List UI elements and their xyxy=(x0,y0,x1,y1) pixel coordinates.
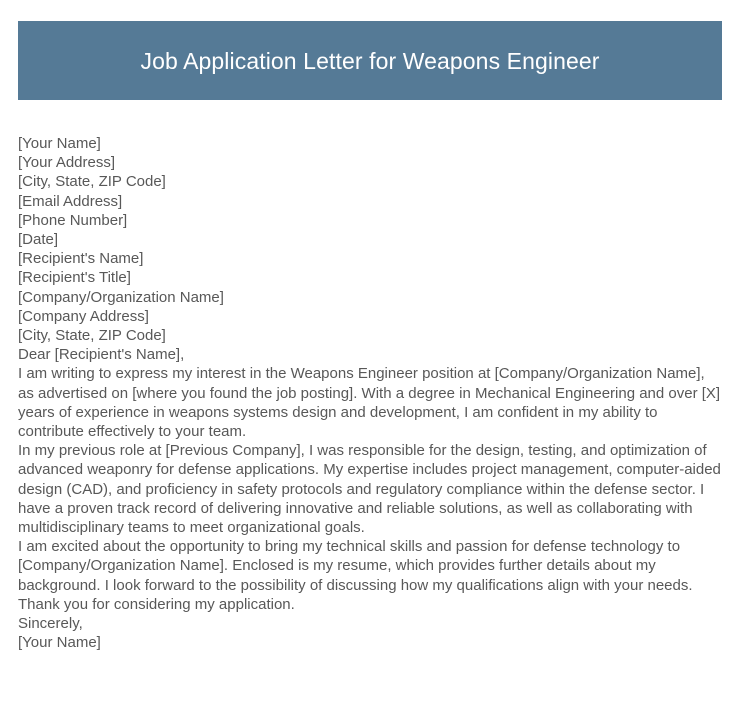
letter-line: Dear [Recipient's Name], xyxy=(18,346,185,364)
letter-line: I am writing to express my interest in the Weapons Engineer position at [Company/Organization Name], as advertised on [where you found the job posting]. With a degree in Mechanical Engineering and over [X] years of experience in weapons systems design and development, I am confident in my ability to contribute effectively to your team. xyxy=(18,365,721,441)
letter-line: [Email Address] xyxy=(18,192,123,210)
letter-header-banner xyxy=(18,21,722,100)
letter-line: [Your Address] xyxy=(18,154,116,172)
letter-line: [Phone Number] xyxy=(18,211,128,229)
letter-line: [City, State, ZIP Code] xyxy=(18,173,166,191)
letter-line: In my previous role at [Previous Company], I was responsible for the design, testing, and optimization of advanced weaponry for defense applications. My expertise includes project management, computer-aided design (CAD), and proficiency in safety protocols and regulatory compliance within the defense sector. I have a proven track record of delivering innovative and reliable solutions, as well as collaborating with multidisciplinary teams to meet organizational goals. xyxy=(18,442,721,537)
letter-line: [Recipient's Title] xyxy=(18,269,131,287)
letter-line: Thank you for considering my application. xyxy=(18,595,295,613)
letter-line: [Date] xyxy=(18,231,59,249)
letter-body xyxy=(18,134,724,652)
letter-line: Sincerely, xyxy=(18,615,83,633)
letter-line: [Company/Organization Name] xyxy=(18,288,224,306)
letter-line: [City, State, ZIP Code] xyxy=(18,327,166,345)
letter-line: [Company Address] xyxy=(18,307,149,325)
letter-line: [Your Name] xyxy=(18,634,101,652)
page-title: Job Application Letter for Weapons Engineer xyxy=(140,47,600,74)
letter-line: [Your Name] xyxy=(18,135,101,152)
letter-line: I am excited about the opportunity to bring my technical skills and passion for defense technology to [Company/Organization Name]. Enclosed is my resume, which provides further details about my background. I look forward to the possibility of discussing how my qualifications align with your needs. xyxy=(18,538,693,594)
letter-line: [Recipient's Name] xyxy=(18,250,144,268)
